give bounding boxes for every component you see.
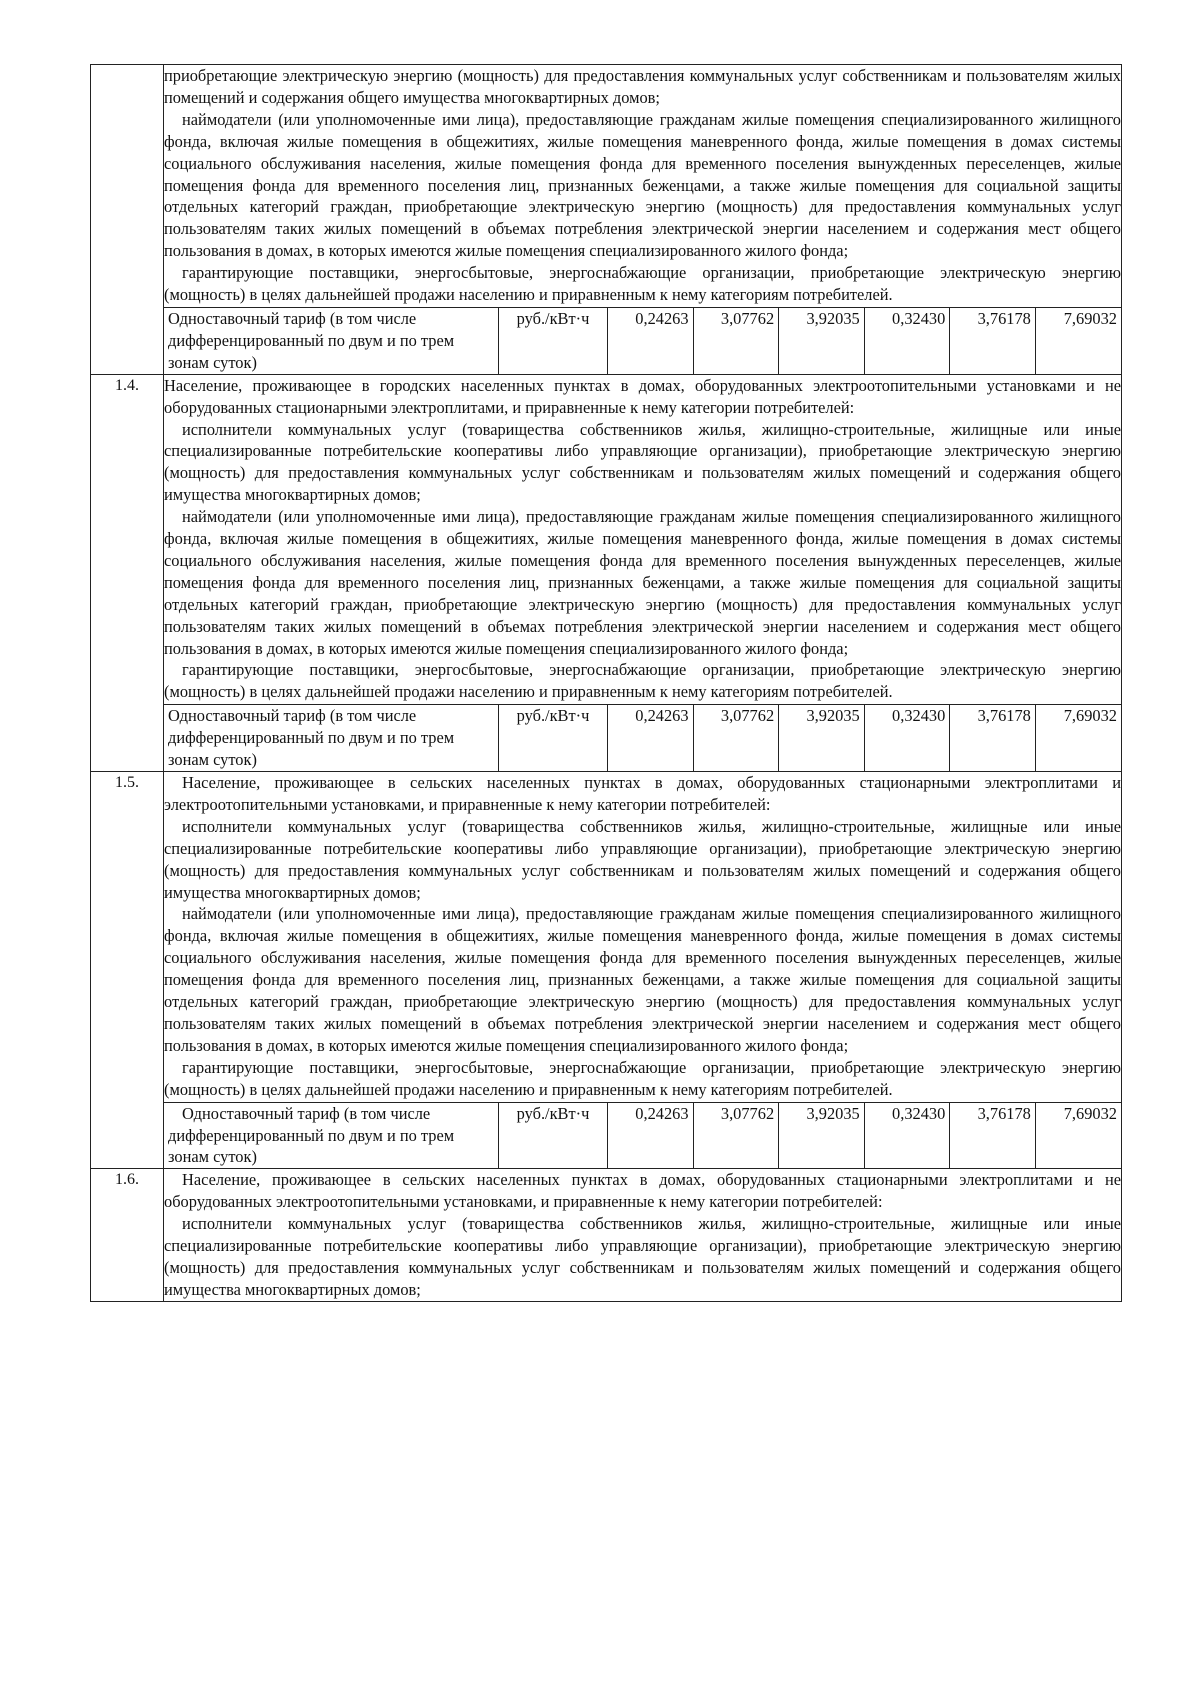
document-page — [90, 64, 1122, 1302]
section-paragraph: исполнители коммунальных услуг (товарищества собственников жилья, жилищно-строительные, жилищные или иные специализированные потребительские кооперативы либо управляющие организации), приобретающие электрическую энергию (мощность) для предоставления коммунальных услуг собственникам и пользователям жилых помещений и содержания общего имущества многоквартирных домов; — [164, 419, 1121, 505]
section-row — [91, 65, 1122, 375]
tariff-unit: руб./кВт·ч — [499, 307, 608, 373]
section-paragraph: гарантирующие поставщики, энергосбытовые, энергоснабжающие организации, приобретающие электрическую энергию (мощность) в целях дальнейшей продажи населению и приравненным к нему категориям потребителей. — [164, 660, 1121, 702]
tariff-row-table — [164, 307, 1121, 374]
tariff-value: 3,07762 — [693, 307, 779, 373]
section-number — [91, 65, 164, 375]
tariff-value: 3,07762 — [693, 705, 779, 771]
section-paragraph: приобретающие электрическую энергию (мощность) для предоставления коммунальных услуг собственникам и пользователям жилых помещений и содержания общего имущества многоквартирных домов; — [164, 66, 1121, 107]
tariff-value: 3,76178 — [950, 705, 1036, 771]
document-table-body — [91, 65, 1122, 1302]
tariff-value: 3,92035 — [779, 1102, 865, 1168]
section-row — [91, 772, 1122, 1169]
tariff-value: 3,76178 — [950, 1102, 1036, 1168]
tariff-value: 0,24263 — [608, 307, 694, 373]
section-paragraph: Население, проживающее в сельских населенных пунктах в домах, оборудованных стационарными электроплитами и не оборудованных электроотопительными установками, и приравненные к нему категории потребителей: — [164, 1170, 1121, 1212]
tariff-unit: руб./кВт·ч — [499, 705, 608, 771]
section-paragraph: наймодатели (или уполномоченные ими лица), предоставляющие гражданам жилые помещения специализированного жилищного фонда, включая жилые помещения в общежитиях, жилые помещения маневренного фонда, жилые помещения в домах системы социального обслуживания населения, жилые помещения фонда для временного поселения вынужденных переселенцев, жилые помещения фонда для временного поселения лиц, признанных беженцами, а также жилые помещения для социальной защиты отдельных категорий граждан, приобретающие электрическую энергию (мощность) для предоставления коммунальных услуг пользователям таких жилых помещений в объемах потребления электрической энергии населением и содержания мест общего пользования в домах, в которых имеются жилые помещения специализированного жилого фонда; — [164, 904, 1121, 1055]
section-paragraph: гарантирующие поставщики, энергосбытовые, энергоснабжающие организации, приобретающие электрическую энергию (мощность) в целях дальнейшей продажи населению и приравненным к нему категориям потребителей. — [164, 1057, 1121, 1099]
section-number: 1.5. — [91, 772, 164, 1169]
section-paragraph: исполнители коммунальных услуг (товарищества собственников жилья, жилищно-строительные, жилищные или иные специализированные потребительские кооперативы либо управляющие организации), приобретающие электрическую энергию (мощность) для предоставления коммунальных услуг собственникам и пользователям жилых помещений и содержания общего имущества многоквартирных домов; — [164, 1214, 1121, 1299]
tariff-value: 7,69032 — [1035, 705, 1121, 771]
tariff-row — [164, 1102, 1121, 1168]
tariff-name: Одноставочный тариф (в том числе дифференцированный по двум и по трем зонам суток) — [164, 705, 499, 771]
tariff-value: 0,24263 — [608, 705, 694, 771]
tariff-value: 7,69032 — [1035, 1102, 1121, 1168]
tariff-row-table — [164, 704, 1121, 771]
section-row — [91, 374, 1122, 771]
tariff-value: 3,92035 — [779, 307, 865, 373]
section-body — [164, 1169, 1122, 1301]
section-paragraph: Население, проживающее в сельских населенных пунктах в домах, оборудованных стационарными электроплитами и электроотопительными установками, и приравненные к нему категории потребителей: — [164, 773, 1121, 814]
tariff-value: 0,32430 — [864, 307, 950, 373]
section-number: 1.4. — [91, 374, 164, 771]
tariff-value: 3,76178 — [950, 307, 1036, 373]
section-paragraph: Население, проживающее в городских населенных пунктах в домах, оборудованных электроотопительными установками и не оборудованных стационарными электроплитами, и приравненные к нему категории потребителей: — [164, 375, 1121, 417]
tariff-row-table — [164, 1102, 1121, 1169]
tariff-name: Одноставочный тариф (в том числе дифференцированный по двум и по трем зонам суток) — [164, 1102, 499, 1168]
section-number: 1.6. — [91, 1169, 164, 1301]
section-paragraph: наймодатели (или уполномоченные ими лица), предоставляющие гражданам жилые помещения специализированного жилищного фонда, включая жилые помещения в общежитиях, жилые помещения маневренного фонда, жилые помещения в домах системы социального обслуживания населения, жилые помещения фонда для временного поселения вынужденных переселенцев, жилые помещения фонда для временного поселения лиц, признанных беженцами, а также жилые помещения для социальной защиты отдельных категорий граждан, приобретающие электрическую энергию (мощность) для предоставления коммунальных услуг пользователям таких жилых помещений в объемах потребления электрической энергии населением и содержания мест общего пользования в домах, в которых имеются жилые помещения специализированного жилого фонда; — [164, 109, 1121, 261]
tariff-value: 0,24263 — [608, 1102, 694, 1168]
section-body — [164, 374, 1122, 771]
section-paragraph: исполнители коммунальных услуг (товарищества собственников жилья, жилищно-строительные, жилищные или иные специализированные потребительские кооперативы либо управляющие организации), приобретающие электрическую энергию (мощность) для предоставления коммунальных услуг собственникам и пользователям жилых помещений и содержания общего имущества многоквартирных домов; — [164, 816, 1121, 902]
tariff-document-table — [90, 64, 1122, 1302]
tariff-value: 0,32430 — [864, 705, 950, 771]
tariff-name: Одноставочный тариф (в том числе дифференцированный по двум и по трем зонам суток) — [164, 307, 499, 373]
section-body — [164, 772, 1122, 1169]
section-row — [91, 1169, 1122, 1301]
tariff-value: 3,92035 — [779, 705, 865, 771]
tariff-row — [164, 307, 1121, 373]
tariff-value: 7,69032 — [1035, 307, 1121, 373]
tariff-value: 0,32430 — [864, 1102, 950, 1168]
tariff-row — [164, 705, 1121, 771]
tariff-value: 3,07762 — [693, 1102, 779, 1168]
section-paragraph: наймодатели (или уполномоченные ими лица), предоставляющие гражданам жилые помещения специализированного жилищного фонда, включая жилые помещения в общежитиях, жилые помещения маневренного фонда, жилые помещения в домах системы социального обслуживания населения, жилые помещения фонда для временного поселения вынужденных переселенцев, жилые помещения фонда для временного поселения лиц, признанных беженцами, а также жилые помещения для социальной защиты отдельных категорий граждан, приобретающие электрическую энергию (мощность) для предоставления коммунальных услуг пользователям таких жилых помещений в объемах потребления электрической энергии населением и содержания мест общего пользования в домах, в которых имеются жилые помещения специализированного жилого фонда; — [164, 507, 1121, 658]
section-paragraph: гарантирующие поставщики, энергосбытовые, энергоснабжающие организации, приобретающие электрическую энергию (мощность) в целях дальнейшей продажи населению и приравненным к нему категориям потребителей. — [164, 263, 1121, 305]
tariff-unit: руб./кВт·ч — [499, 1102, 608, 1168]
section-body — [164, 65, 1122, 375]
